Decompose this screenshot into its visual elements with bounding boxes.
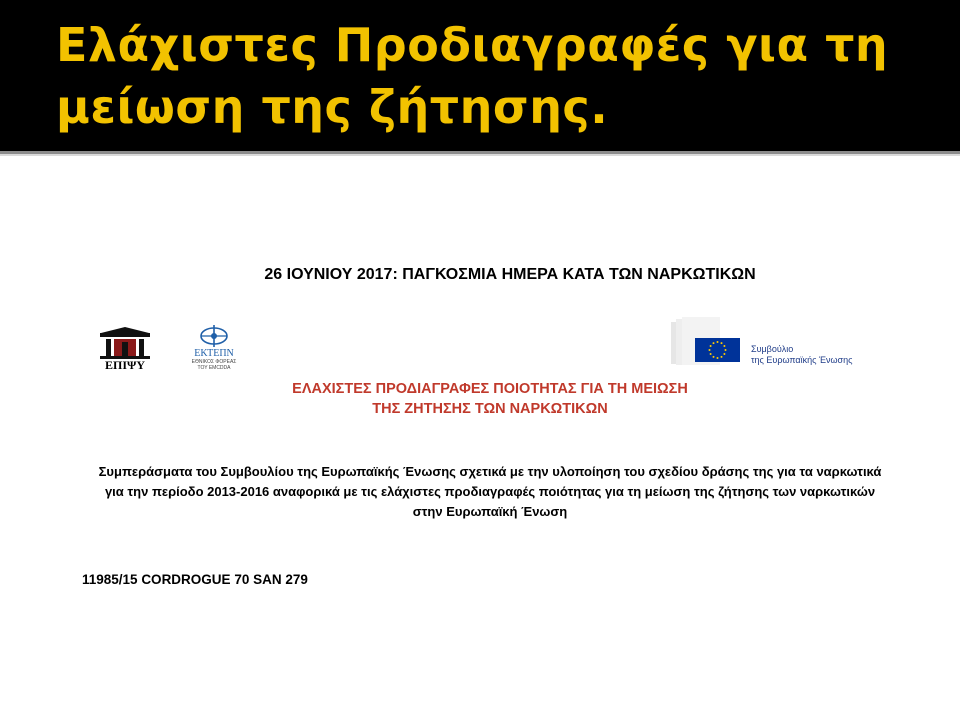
title-bar <box>0 0 960 151</box>
eu-council-label-line-1: Συμβούλιο <box>751 344 794 354</box>
ektepn-logo-sublabel-2: ΤΟΥ EMCDDA <box>197 365 231 371</box>
slide-title: Ελάχιστες Προδιαγραφές για τη μείωση της ζήτησης. <box>56 18 889 134</box>
council-conclusions-text: Συμπεράσματα του Συμβουλίου της Ευρωπαϊκής Ένωσης σχετικά με την υλοποίηση του σχεδίου δράσης της για τα ναρκωτικά για την περίοδο 2013-2016 αναφορικά με τις ελάχιστες προδιαγραφές ποιότητας για τη μείωση της ζήτησης των ναρκωτικών στην Ευρωπαϊκή Ένωση <box>98 464 882 519</box>
document-heading: 26 ΙΟΥΝΙΟΥ 2017: ΠΑΓΚΟΣΜΙΑ ΗΜΕΡΑ ΚΑΤΑ ΤΩΝ ΝΑΡΚΩΤΙΚΩΝ <box>264 266 756 283</box>
ektepn-logo-sublabel-1: ΕΘΝΙΚΟΣ ΦΟΡΕΑΣ <box>191 359 237 365</box>
title-bar-divider-light <box>0 154 960 156</box>
document-reference-number: 11985/15 CORDROGUE 70 SAN 279 <box>82 572 308 587</box>
document-subtitle: ΕΛΑΧΙΣΤΕΣ ΠΡΟΔΙΑΓΡΑΦΕΣ ΠΟΙΟΤΗΤΑΣ ΓΙΑ ΤΗ ΜΕΙΩΣΗ ΤΗΣ ΖΗΤΗΣΗΣ ΤΩΝ ΝΑΡΚΩΤΙΚΩΝ <box>292 381 688 417</box>
eu-council-logo-icon <box>668 316 748 368</box>
eppsy-logo-label: ΕΠΙΨΥ <box>104 358 146 372</box>
ektepn-logo-icon <box>199 324 229 348</box>
ektepn-logo-label: ΕΚΤΕΠΝ <box>194 348 234 359</box>
eu-council-label-line-2: της Ευρωπαϊκής Ένωσης <box>751 355 853 365</box>
